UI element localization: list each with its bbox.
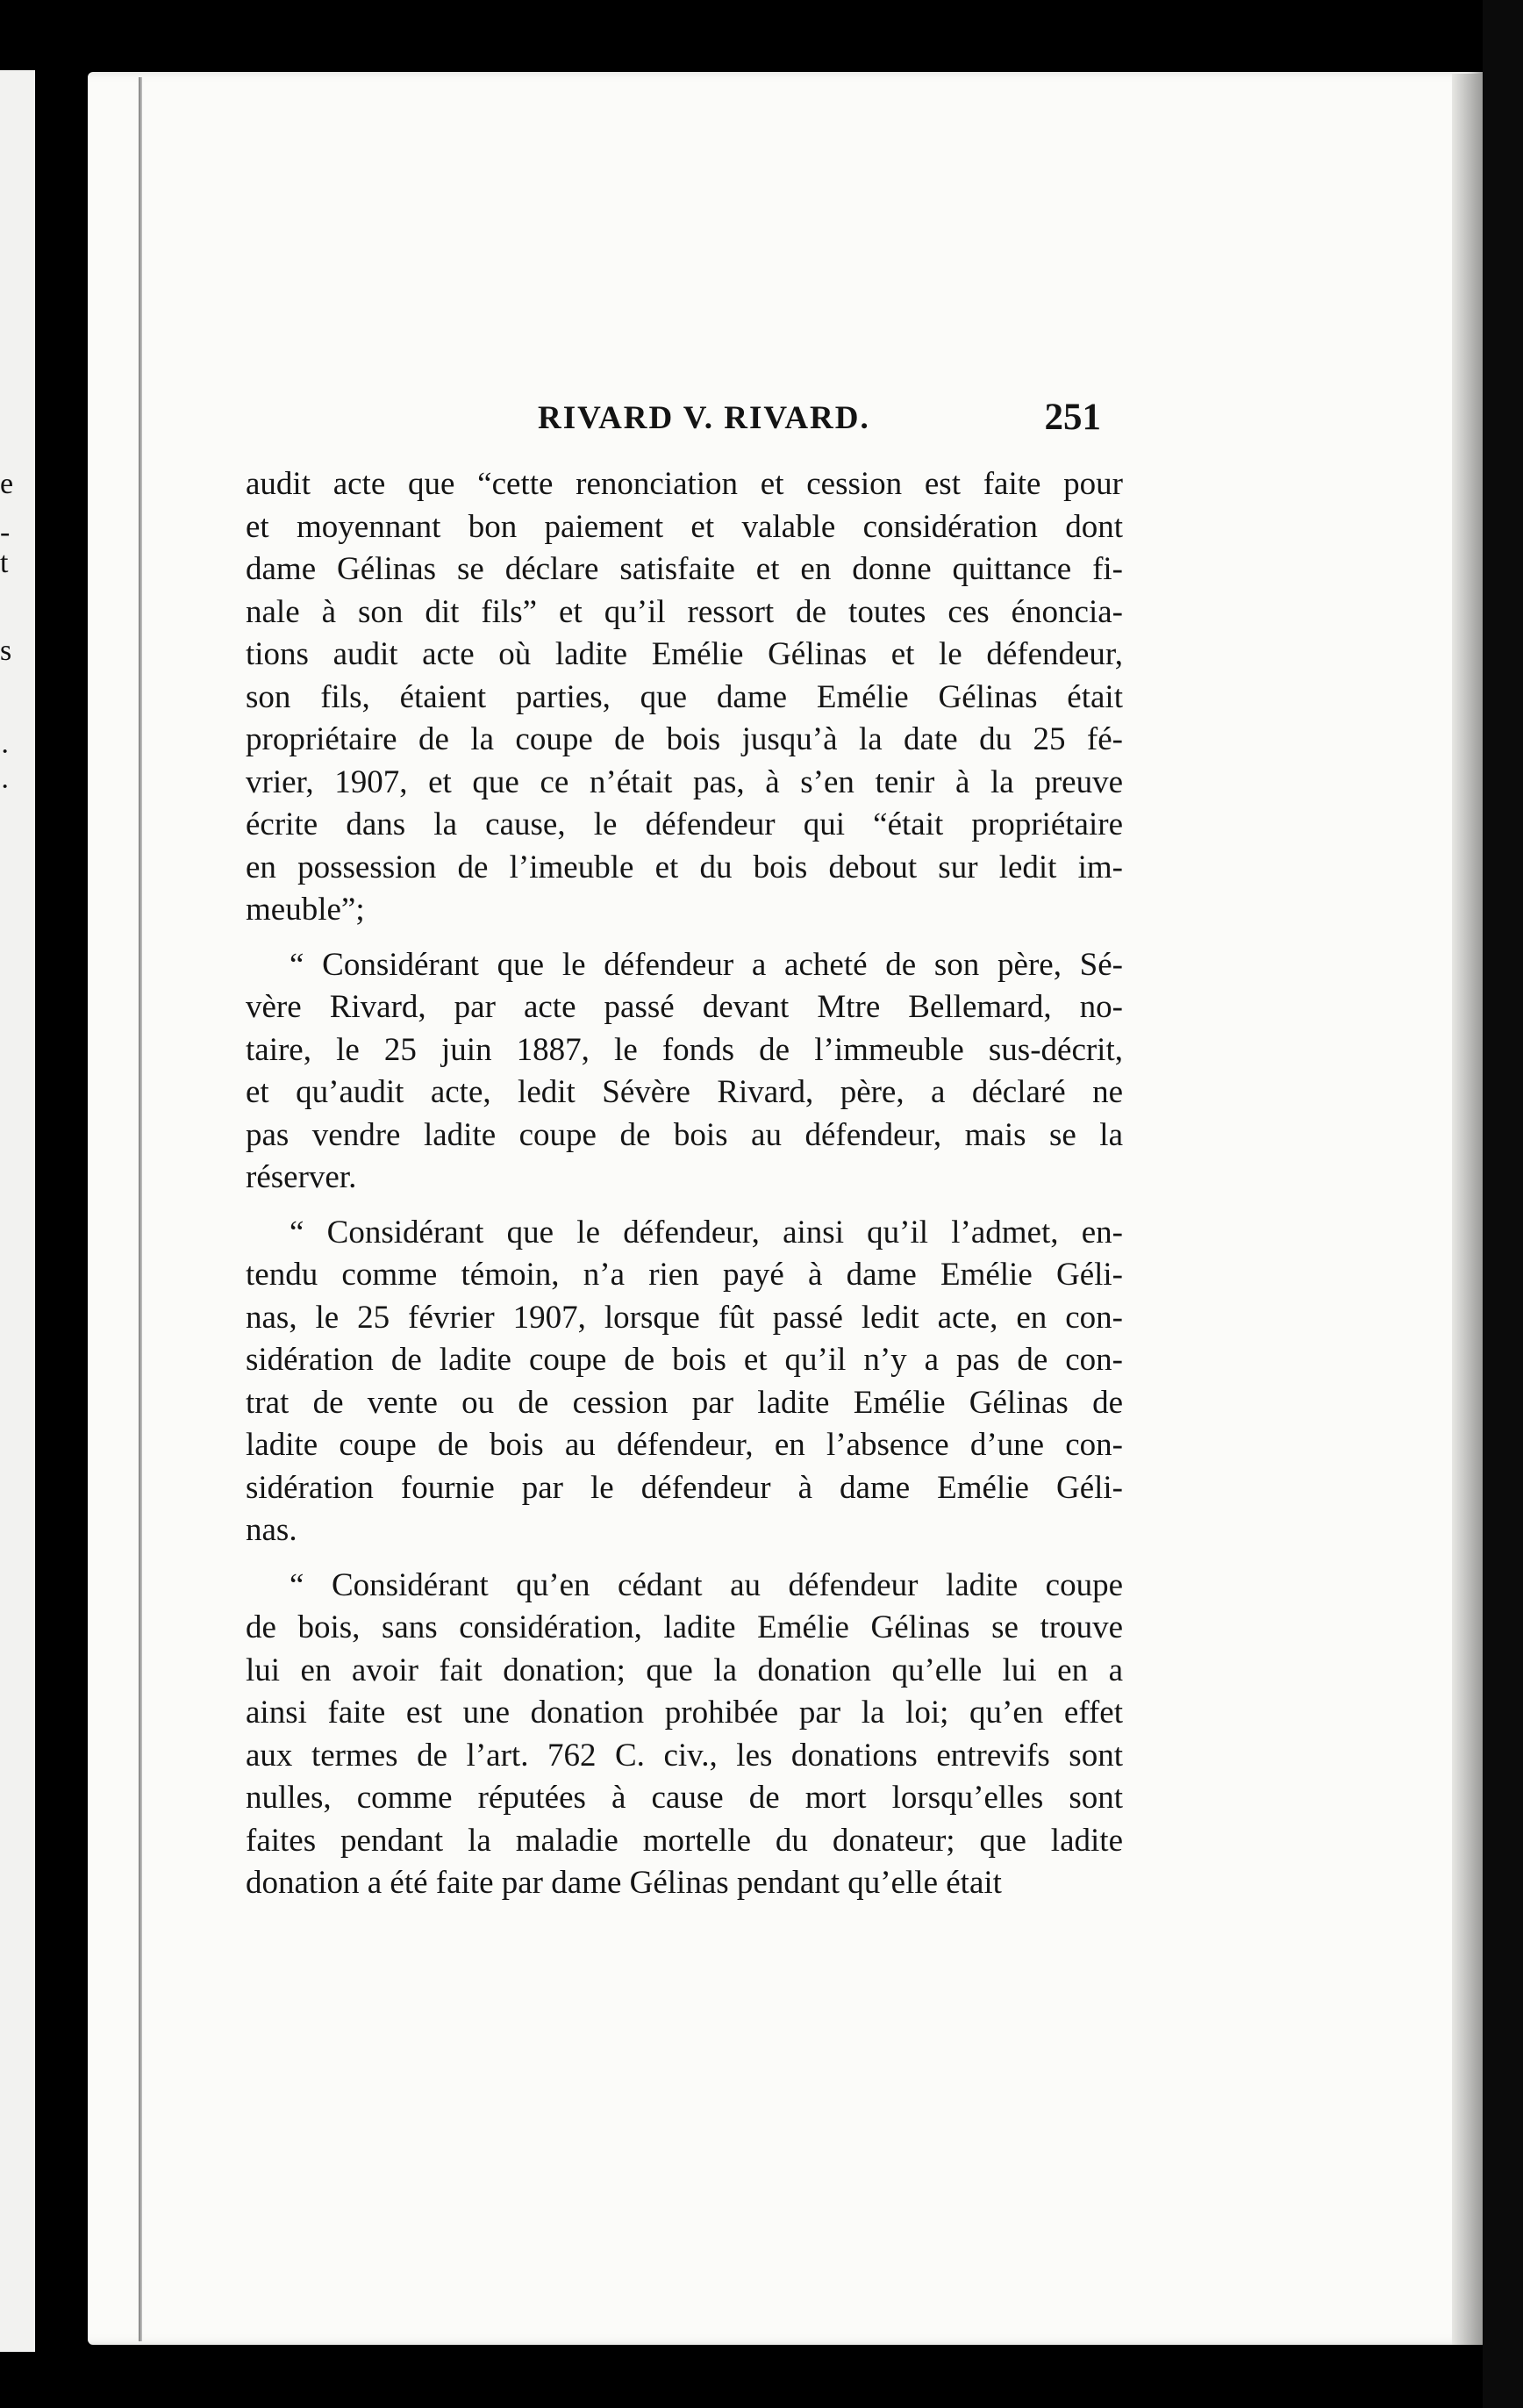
text-line: réserver. [246, 1159, 357, 1195]
text-line: donation a été faite par dame Gélinas pendant qu’elle était [246, 1865, 1002, 1901]
text-line: “ Considérant que le défendeur a acheté de son père, Sé- [290, 946, 1123, 983]
text-line: et moyennant bon paiement et valable considération dont [246, 508, 1123, 545]
page-number: 251 [1044, 397, 1101, 438]
text-line: “ Considérant que le défendeur, ainsi qu’il l’admet, en- [290, 1214, 1123, 1251]
text-line: nas, le 25 février 1907, lorsque fût passé ledit acte, en con- [246, 1299, 1123, 1336]
scan-border [1483, 0, 1523, 2408]
text-line: dame Gélinas se déclare satisfaite et en donne quittance fi- [246, 551, 1123, 587]
text-line: lui en avoir fait donation; que la donation qu’elle lui en a [246, 1652, 1123, 1688]
bleed-char: e [0, 468, 14, 500]
text-line: ainsi faite est une donation prohibée par la loi; qu’en effet [246, 1695, 1123, 1731]
bleed-char: · [0, 770, 11, 803]
text-line: et qu’audit acte, ledit Sévère Rivard, père, a déclaré ne [246, 1074, 1123, 1110]
bleed-char: s [0, 634, 12, 667]
text-line: taire, le 25 juin 1887, le fonds de l’immeuble sus-décrit, [246, 1031, 1123, 1068]
text-line: tendu comme témoin, n’a rien payé à dame Emélie Géli- [246, 1257, 1123, 1293]
text-line: tions audit acte où ladite Emélie Gélinas et le défendeur, [246, 636, 1123, 672]
text-line: nulles, comme réputées à cause de mort lorsqu’elles sont [246, 1780, 1123, 1816]
text-line: son fils, étaient parties, que dame Emélie Gélinas était [246, 678, 1123, 715]
text-line: propriétaire de la coupe de bois jusqu’à la date du 25 fé- [246, 721, 1123, 757]
paragraph [246, 944, 1123, 1200]
text-line: écrite dans la cause, le défendeur qui “était propriétaire [246, 806, 1123, 842]
text-line: vère Rivard, par acte passé devant Mtre Bellemard, no- [246, 989, 1123, 1025]
paragraph [246, 1565, 1123, 1905]
page-gutter [139, 77, 142, 2341]
body-text [246, 463, 1123, 1917]
text-line: sidération de ladite coupe de bois et qu’il n’y a pas de con- [246, 1342, 1123, 1378]
text-line: meuble”; [246, 892, 365, 928]
text-line: de bois, sans considération, ladite Emélie Gélinas se trouve [246, 1609, 1123, 1645]
running-head [248, 399, 1126, 452]
text-line: ladite coupe de bois au défendeur, en l’absence d’une con- [246, 1427, 1123, 1463]
bleed-char: · [0, 735, 11, 768]
paragraph [246, 463, 1123, 932]
bleed-char: - [0, 516, 11, 548]
text-line: audit acte que “cette renonciation et cession est faite pour [246, 466, 1123, 502]
text-line: vrier, 1907, et que ce n’était pas, à s’en tenir à la preuve [246, 763, 1123, 800]
running-head-title: RIVARD V. RIVARD. [538, 400, 870, 436]
page-right-edge [1452, 74, 1483, 2345]
paragraph [246, 1212, 1123, 1552]
text-line: en possession de l’imeuble et du bois debout sur ledit im- [246, 849, 1123, 885]
bleed-char: t [0, 547, 9, 579]
text-line: “ Considérant qu’en cédant au défendeur ladite coupe [290, 1566, 1123, 1603]
text-line: nas. [246, 1512, 297, 1548]
text-line: sidération fournie par le défendeur à dame Emélie Géli- [246, 1469, 1123, 1506]
facing-page-edge [0, 70, 35, 2352]
text-line: pas vendre ladite coupe de bois au défendeur, mais se la [246, 1116, 1123, 1153]
text-line: nale à son dit fils” et qu’il ressort de toutes ces énoncia- [246, 593, 1123, 630]
text-line: aux termes de l’art. 762 C. civ., les donations entrevifs sont [246, 1737, 1123, 1774]
text-line: faites pendant la maladie mortelle du donateur; que ladite [246, 1822, 1123, 1859]
text-line: trat de vente ou de cession par ladite Emélie Gélinas de [246, 1384, 1123, 1421]
